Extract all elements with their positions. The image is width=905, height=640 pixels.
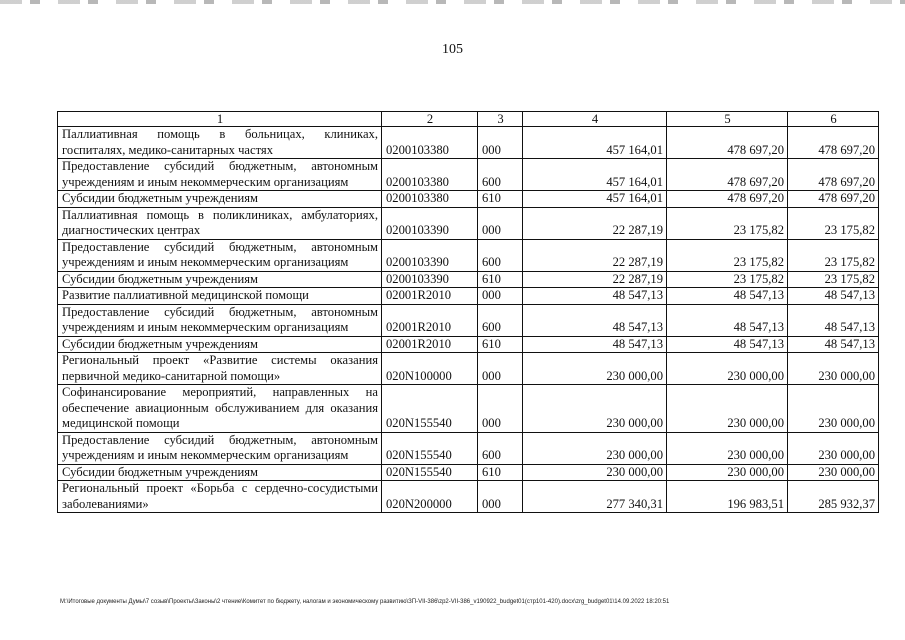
amount-cell-6: 230 000,00: [788, 385, 879, 433]
table-row: [58, 481, 879, 513]
row-name-cell: Региональный проект «Развитие системы оказания первичной медико-санитарной помощи»: [58, 353, 382, 385]
amount-cell-6: 230 000,00: [788, 464, 879, 481]
expense-type-cell: 600: [478, 159, 523, 191]
table-row: [58, 239, 879, 271]
row-name-cell: Субсидии бюджетным учреждениям: [58, 336, 382, 353]
table-row: [58, 207, 879, 239]
expense-type-cell: 610: [478, 191, 523, 208]
amount-cell-6: 230 000,00: [788, 432, 879, 464]
target-article-cell: 020N155540: [382, 385, 478, 433]
amount-cell-6: 23 175,82: [788, 207, 879, 239]
amount-cell-6: 48 547,13: [788, 336, 879, 353]
amount-cell-5: 23 175,82: [667, 271, 788, 288]
amount-cell-6: 230 000,00: [788, 353, 879, 385]
row-name-cell: Предоставление субсидий бюджетным, автономным учреждениям и иным некоммерческим организациям: [58, 159, 382, 191]
row-name-cell: Развитие паллиативной медицинской помощи: [58, 288, 382, 305]
amount-cell-5: 23 175,82: [667, 239, 788, 271]
amount-cell-4: 230 000,00: [523, 353, 667, 385]
page-number: 105: [442, 42, 463, 57]
amount-cell-5: 48 547,13: [667, 336, 788, 353]
table-row: [58, 353, 879, 385]
row-name-cell: Предоставление субсидий бюджетным, автономным учреждениям и иным некоммерческим организациям: [58, 239, 382, 271]
amount-cell-4: 277 340,31: [523, 481, 667, 513]
target-article-cell: 020N155540: [382, 464, 478, 481]
amount-cell-5: 23 175,82: [667, 207, 788, 239]
expense-type-cell: 600: [478, 304, 523, 336]
row-name-cell: Предоставление субсидий бюджетным, автономным учреждениям и иным некоммерческим организациям: [58, 432, 382, 464]
amount-cell-6: 23 175,82: [788, 239, 879, 271]
scan-top-edge: [0, 0, 905, 4]
target-article-cell: 02001R2010: [382, 336, 478, 353]
amount-cell-4: 230 000,00: [523, 464, 667, 481]
table-row: [58, 464, 879, 481]
amount-cell-6: 23 175,82: [788, 271, 879, 288]
column-header-6: 6: [788, 112, 879, 127]
target-article-cell: 0200103380: [382, 191, 478, 208]
amount-cell-5: 230 000,00: [667, 385, 788, 433]
amount-cell-5: 478 697,20: [667, 127, 788, 159]
table-row: [58, 288, 879, 305]
amount-cell-5: 48 547,13: [667, 304, 788, 336]
amount-cell-5: 230 000,00: [667, 464, 788, 481]
expense-type-cell: 000: [478, 481, 523, 513]
amount-cell-4: 48 547,13: [523, 304, 667, 336]
amount-cell-4: 22 287,19: [523, 271, 667, 288]
table-row: [58, 385, 879, 433]
amount-cell-5: 48 547,13: [667, 288, 788, 305]
amount-cell-4: 230 000,00: [523, 385, 667, 433]
expense-type-cell: 000: [478, 288, 523, 305]
table-row: [58, 432, 879, 464]
amount-cell-6: 478 697,20: [788, 159, 879, 191]
amount-cell-6: 285 932,37: [788, 481, 879, 513]
row-name-cell: Региональный проект «Борьба с сердечно-сосудистыми заболеваниями»: [58, 481, 382, 513]
row-name-cell: Софинансирование мероприятий, направленных на обеспечение авиационным обслуживанием для оказания медицинской помощи: [58, 385, 382, 433]
amount-cell-5: 478 697,20: [667, 159, 788, 191]
budget-table: [57, 111, 879, 513]
expense-type-cell: 000: [478, 353, 523, 385]
expense-type-cell: 000: [478, 207, 523, 239]
row-name-cell: Паллиативная помощь в больницах, клиниках, госпиталях, медико-санитарных частях: [58, 127, 382, 159]
amount-cell-4: 22 287,19: [523, 207, 667, 239]
amount-cell-6: 48 547,13: [788, 288, 879, 305]
amount-cell-6: 478 697,20: [788, 127, 879, 159]
amount-cell-5: 478 697,20: [667, 191, 788, 208]
expense-type-cell: 610: [478, 464, 523, 481]
row-name-cell: Субсидии бюджетным учреждениям: [58, 464, 382, 481]
table-row: [58, 191, 879, 208]
amount-cell-6: 478 697,20: [788, 191, 879, 208]
footer-file-path: M:\Итоговые документы Думы\7 созыв\Проекты\Законы\2 чтение\Комитет по бюджету, налогам и экономическому развитию\ЗП-VII-386\zp2-VII-386_v190922_budget01(стр101-420).docx\zrg_budget01\14.09.2022 18:20:51: [60, 599, 670, 605]
target-article-cell: 020N200000: [382, 481, 478, 513]
column-header-2: 2: [382, 112, 478, 127]
amount-cell-4: 230 000,00: [523, 432, 667, 464]
column-header-5: 5: [667, 112, 788, 127]
row-name-cell: Паллиативная помощь в поликлиниках, амбулаториях, диагностических центрах: [58, 207, 382, 239]
target-article-cell: 0200103390: [382, 239, 478, 271]
amount-cell-4: 457 164,01: [523, 127, 667, 159]
target-article-cell: 02001R2010: [382, 304, 478, 336]
expense-type-cell: 000: [478, 127, 523, 159]
amount-cell-5: 196 983,51: [667, 481, 788, 513]
expense-type-cell: 600: [478, 239, 523, 271]
expense-type-cell: 610: [478, 336, 523, 353]
target-article-cell: 0200103380: [382, 159, 478, 191]
table-row: [58, 159, 879, 191]
column-header-4: 4: [523, 112, 667, 127]
row-name-cell: Субсидии бюджетным учреждениям: [58, 191, 382, 208]
amount-cell-4: 22 287,19: [523, 239, 667, 271]
target-article-cell: 0200103390: [382, 271, 478, 288]
expense-type-cell: 600: [478, 432, 523, 464]
amount-cell-4: 48 547,13: [523, 336, 667, 353]
table-row: [58, 127, 879, 159]
table-row: [58, 336, 879, 353]
target-article-cell: 0200103380: [382, 127, 478, 159]
amount-cell-4: 457 164,01: [523, 159, 667, 191]
target-article-cell: 020N155540: [382, 432, 478, 464]
table-body: [58, 127, 879, 513]
column-header-3: 3: [478, 112, 523, 127]
expense-type-cell: 000: [478, 385, 523, 433]
table-header-row: [58, 112, 879, 127]
target-article-cell: 020N100000: [382, 353, 478, 385]
amount-cell-4: 48 547,13: [523, 288, 667, 305]
amount-cell-5: 230 000,00: [667, 353, 788, 385]
target-article-cell: 02001R2010: [382, 288, 478, 305]
amount-cell-6: 48 547,13: [788, 304, 879, 336]
column-header-1: 1: [58, 112, 382, 127]
expense-type-cell: 610: [478, 271, 523, 288]
table-row: [58, 304, 879, 336]
amount-cell-4: 457 164,01: [523, 191, 667, 208]
table-row: [58, 271, 879, 288]
target-article-cell: 0200103390: [382, 207, 478, 239]
amount-cell-5: 230 000,00: [667, 432, 788, 464]
row-name-cell: Предоставление субсидий бюджетным, автономным учреждениям и иным некоммерческим организациям: [58, 304, 382, 336]
row-name-cell: Субсидии бюджетным учреждениям: [58, 271, 382, 288]
